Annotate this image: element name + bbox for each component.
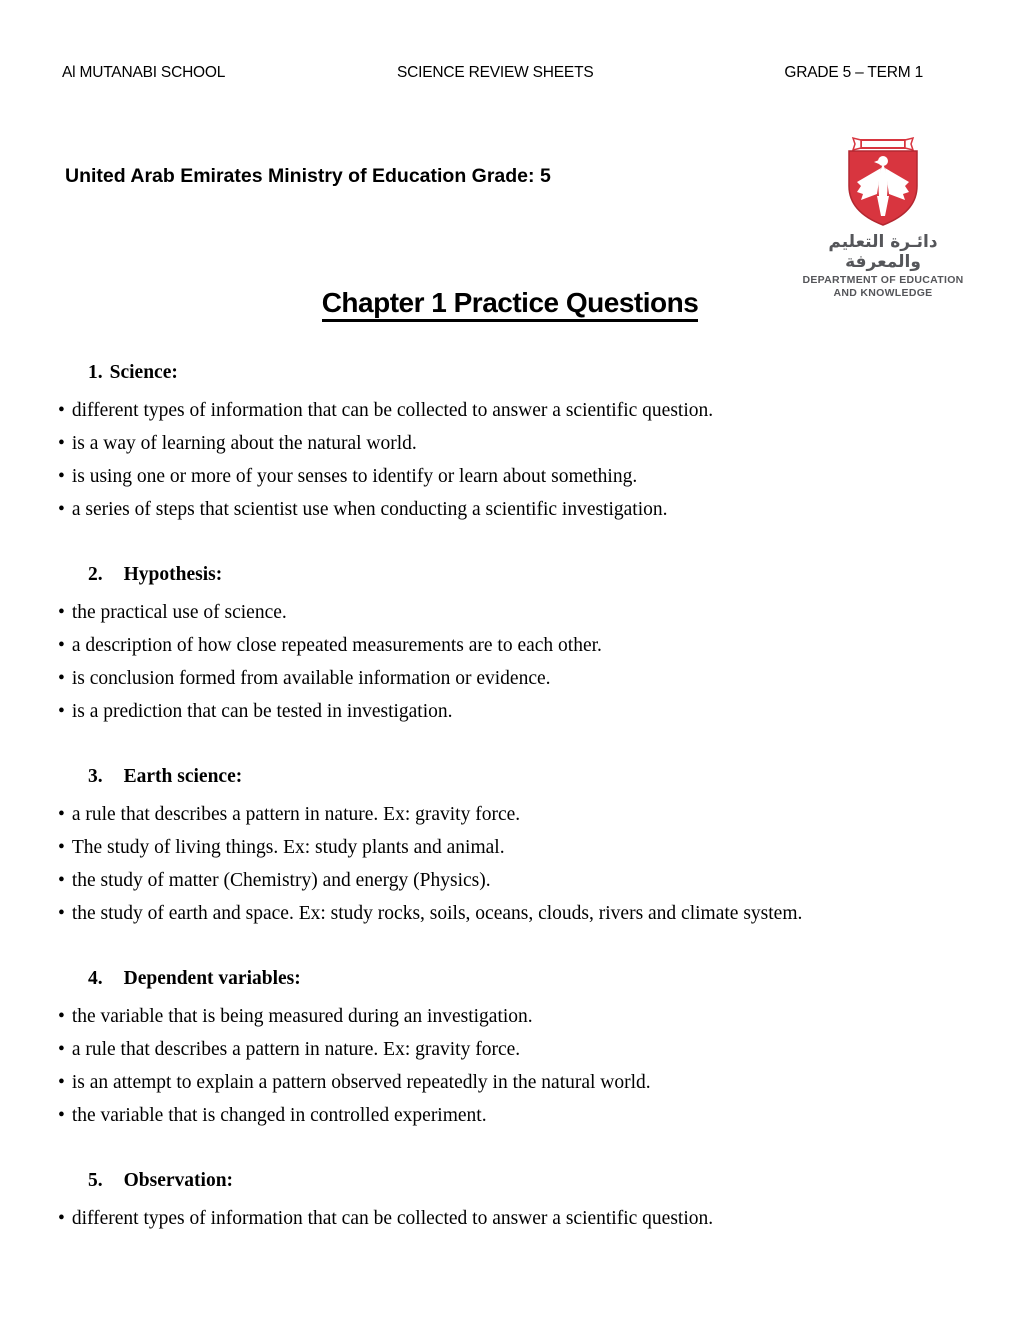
bullet-text: the variable that is changed in controlled experiment. xyxy=(71,1105,487,1126)
section-number: 4. xyxy=(88,968,103,989)
bullet-text: the study of earth and space. Ex: study rocks, soils, oceans, clouds, rivers and climate system. xyxy=(71,903,803,924)
section-label: Science: xyxy=(109,362,178,383)
page-title-text: Chapter 1 Practice Questions xyxy=(322,287,699,322)
bullet-icon: • xyxy=(58,804,65,825)
section-heading xyxy=(58,360,965,386)
ministry-line: United Arab Emirates Ministry of Education Grade: 5 xyxy=(65,165,551,187)
bullet-icon: • xyxy=(58,1072,65,1093)
section-earth-science xyxy=(58,764,965,930)
adek-logo xyxy=(788,136,978,299)
bullet-icon: • xyxy=(58,602,65,623)
logo-english-line2: AND KNOWLEDGE xyxy=(833,286,933,299)
bullet-item xyxy=(58,864,965,897)
section-heading xyxy=(58,562,965,588)
questions-content xyxy=(58,360,965,1271)
section-heading xyxy=(58,966,965,992)
logo-arabic-text: دائـرة التعليم والمعرفة xyxy=(828,232,938,272)
bullet-text: is a prediction that can be tested in investigation. xyxy=(71,701,453,722)
bullet-text: is conclusion formed from available information or evidence. xyxy=(71,668,551,689)
section-number: 3. xyxy=(88,766,103,787)
header-sheet-title: SCIENCE REVIEW SHEETS xyxy=(397,64,594,81)
bullet-icon: • xyxy=(58,1006,65,1027)
bullet-item xyxy=(58,427,965,460)
bullet-item xyxy=(58,596,965,629)
bullet-item xyxy=(58,1202,965,1235)
section-heading xyxy=(58,1168,965,1194)
page-title xyxy=(0,287,1020,319)
bullet-icon: • xyxy=(58,466,65,487)
bullet-icon: • xyxy=(58,870,65,891)
section-number: 5. xyxy=(88,1170,103,1191)
bullet-text: is an attempt to explain a pattern observed repeatedly in the natural world. xyxy=(71,1072,651,1093)
bullet-text: a rule that describes a pattern in nature. Ex: gravity force. xyxy=(71,804,521,825)
bullet-text: a description of how close repeated measurements are to each other. xyxy=(71,635,602,656)
section-label: Dependent variables: xyxy=(123,968,301,989)
section-label: Observation: xyxy=(123,1170,234,1191)
bullet-text: a rule that describes a pattern in nature. Ex: gravity force. xyxy=(71,1039,521,1060)
bullet-item xyxy=(58,493,965,526)
bullet-text: different types of information that can be collected to answer a scientific question. xyxy=(71,1208,714,1229)
bullet-text: the practical use of science. xyxy=(71,602,287,623)
bullet-icon: • xyxy=(58,1208,65,1229)
bullet-item xyxy=(58,629,965,662)
bullet-icon: • xyxy=(58,1105,65,1126)
bullet-item xyxy=(58,1099,965,1132)
bullet-item xyxy=(58,460,965,493)
bullet-icon: • xyxy=(58,903,65,924)
falcon-emblem-icon xyxy=(839,136,927,228)
bullet-item xyxy=(58,1066,965,1099)
header-grade-term: GRADE 5 – TERM 1 xyxy=(784,64,923,81)
section-science xyxy=(58,360,965,526)
bullet-text: the variable that is being measured during an investigation. xyxy=(71,1006,533,1027)
section-label: Hypothesis: xyxy=(123,564,223,585)
bullet-item xyxy=(58,394,965,427)
bullet-icon: • xyxy=(58,433,65,454)
logo-english-line1: DEPARTMENT OF EDUCATION xyxy=(802,274,964,286)
bullet-item xyxy=(58,1000,965,1033)
bullet-text: a series of steps that scientist use when conducting a scientific investigation. xyxy=(71,499,668,520)
page-header xyxy=(0,64,1020,86)
section-dependent-variables xyxy=(58,966,965,1132)
bullet-icon: • xyxy=(58,635,65,656)
section-number: 2. xyxy=(88,564,103,585)
bullet-item xyxy=(58,695,965,728)
section-number: 1. xyxy=(88,362,103,383)
bullet-item xyxy=(58,1033,965,1066)
section-observation xyxy=(58,1168,965,1235)
bullet-item xyxy=(58,662,965,695)
section-hypothesis xyxy=(58,562,965,728)
bullet-icon: • xyxy=(58,1039,65,1060)
bullet-text: is a way of learning about the natural world. xyxy=(71,433,417,454)
bullet-text: The study of living things. Ex: study plants and animal. xyxy=(71,837,505,858)
bullet-icon: • xyxy=(58,701,65,722)
header-school-name: Al MUTANABI SCHOOL xyxy=(62,64,226,81)
bullet-icon: • xyxy=(58,400,65,421)
section-label: Earth science: xyxy=(123,766,243,787)
bullet-icon: • xyxy=(58,499,65,520)
section-heading xyxy=(58,764,965,790)
bullet-item xyxy=(58,798,965,831)
bullet-icon: • xyxy=(58,837,65,858)
bullet-text: different types of information that can be collected to answer a scientific question. xyxy=(71,400,714,421)
bullet-text: the study of matter (Chemistry) and energy (Physics). xyxy=(71,870,491,891)
bullet-icon: • xyxy=(58,668,65,689)
bullet-item xyxy=(58,897,965,930)
bullet-text: is using one or more of your senses to identify or learn about something. xyxy=(71,466,638,487)
bullet-item xyxy=(58,831,965,864)
